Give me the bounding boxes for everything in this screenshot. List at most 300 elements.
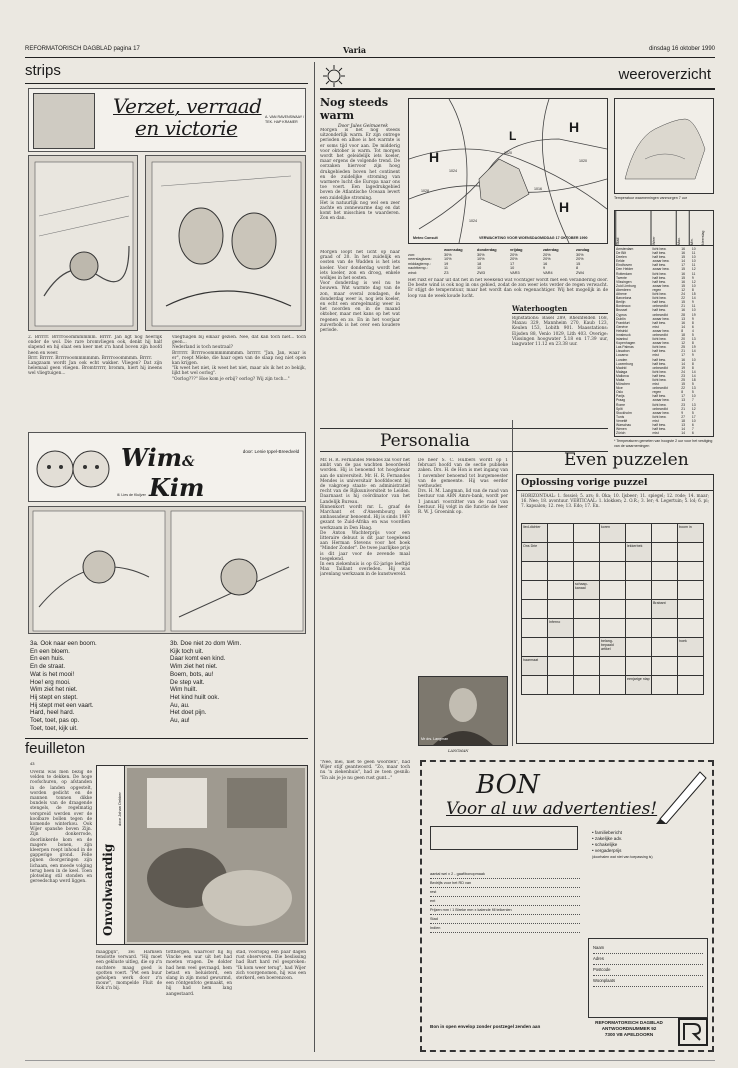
crossword-cell[interactable]: Inferno	[548, 619, 574, 638]
crossword-cell[interactable]	[652, 562, 678, 581]
poem-b-lines	[170, 648, 300, 725]
ww-city: Oslo	[616, 390, 623, 395]
ww-weather: zwaar bew.	[652, 259, 670, 264]
ww-header-max: Max.	[676, 211, 689, 245]
pressure-h-1: H	[429, 149, 440, 165]
crossword-cell[interactable]: lied-dichter	[522, 524, 548, 543]
ww-weather: licht bew.	[652, 369, 667, 374]
ww-weather: licht bew.	[652, 345, 667, 350]
ww-max: 17	[681, 263, 686, 268]
ww-weather: mist	[652, 418, 659, 423]
forecast-cell: 15	[576, 261, 581, 266]
ww-weather: licht bew.	[652, 402, 667, 407]
crossword-cell[interactable]	[626, 638, 652, 657]
ww-max: 16	[681, 308, 686, 313]
crossword-cell[interactable]	[548, 543, 574, 562]
comic1-drawing-right	[146, 156, 307, 332]
ww-city: Venetië	[616, 418, 628, 423]
advert-address-fields	[588, 938, 708, 1018]
comic2-title-banner	[28, 432, 306, 502]
ww-city: Nice	[616, 386, 623, 391]
advert-grid-top	[430, 826, 578, 850]
ww-city: Locarno	[616, 353, 629, 358]
personalia-photo	[418, 676, 508, 746]
ww-header-stad: Stad	[615, 211, 651, 245]
crossword-cell[interactable]	[652, 657, 678, 676]
ww-city: Aberdeen	[616, 287, 631, 292]
worldweather-row	[616, 431, 712, 435]
ww-min: 13	[691, 402, 696, 407]
crossword-cell[interactable]	[548, 638, 574, 657]
ww-weather: half bew.	[652, 251, 666, 256]
ww-max: 25	[681, 345, 686, 350]
comic1-text-c: Langzaam wordt Jan ook echt wakker. Vliegen? Dat zijn helemaal geen vliegen. Bromtrrrrr, bromm, hiert hij ineens wel vliegtuigen...	[28, 361, 162, 377]
puzzle-header-band	[516, 448, 714, 472]
forecast-day-header: vrijdag	[510, 248, 523, 252]
advert-bullet-1: • familiebericht	[592, 830, 622, 835]
ww-city: Rome	[616, 402, 626, 407]
ww-weather: zwaar bew.	[652, 341, 670, 346]
advert-addr3: 7300 VB APELDOORN	[604, 1032, 654, 1037]
ww-max: 9	[681, 410, 684, 415]
ww-weather: mist	[652, 382, 659, 387]
crossword-cell[interactable]	[548, 581, 574, 600]
ww-max: 22	[681, 386, 686, 391]
feuilleton-photo	[96, 765, 308, 945]
crossword-cell[interactable]	[652, 543, 678, 562]
ww-weather: mist	[652, 353, 659, 358]
crossword-row	[522, 581, 704, 600]
ww-min: 18	[691, 378, 696, 382]
crossword-cell[interactable]	[574, 619, 600, 638]
advert-footer: Bon in open envelop zonder postzegel zenden aan	[430, 1024, 541, 1029]
worldweather-headers	[614, 210, 714, 246]
poem-a-line: Hard, heel hard.	[30, 709, 75, 717]
forecast-cell: 20%	[510, 257, 518, 262]
forecast-table	[408, 248, 608, 276]
crossword-row	[522, 524, 704, 543]
ww-max: 19	[681, 365, 686, 370]
worldweather-rows	[614, 246, 714, 437]
poem-a-line: En een huis.	[30, 655, 65, 663]
crossword-cell[interactable]	[678, 657, 704, 676]
crossword-cell[interactable]	[574, 543, 600, 562]
crossword-cell[interactable]	[522, 562, 548, 581]
waterhoogten	[512, 304, 608, 428]
ww-min: 6	[691, 324, 694, 329]
sun-icon	[320, 64, 348, 88]
comic2-credit: door: Lenie Ippel-Breedveld	[242, 449, 300, 454]
forecast-row	[408, 271, 608, 276]
ww-min: 5	[691, 410, 694, 415]
comic1-text-col1	[28, 335, 162, 427]
ww-weather: half bew.	[652, 279, 666, 284]
forecast-cell: 30%	[576, 252, 584, 257]
crossword-cell[interactable]	[678, 581, 704, 600]
advert-bullet-3: • schakelijke	[592, 842, 618, 847]
ww-max: 21	[681, 304, 686, 309]
field-woonplaats[interactable]: Woonplaats	[593, 976, 703, 987]
feuilleton-number: 43	[30, 761, 35, 766]
ww-city: Parijs	[616, 394, 625, 399]
ww-weather: licht bew.	[652, 271, 667, 276]
crossword-cell[interactable]	[652, 581, 678, 600]
ww-min: 6	[691, 431, 694, 436]
ww-min: 11	[691, 304, 696, 309]
field-naam[interactable]: Naam	[593, 943, 703, 954]
comic2-illustrator: ill. Lies de Kluijver	[117, 493, 146, 497]
ww-weather: zwaar bew.	[652, 398, 670, 403]
ww-min: 12	[691, 279, 696, 284]
waterhoogten-text: Rijnstations: Basel 289, Rheinfelden 168, Maxau 329, Mannheim 270, Kaub 123, Keulen 153, Lobith 901. Maasstations: Eijsden 88, Venlo 1029, Lith 403. Overige: Vlissingen hoogwater 5.18 en 17.39 uur, laagwater 11.12 en 23.38 uur.	[512, 316, 608, 348]
ww-city: Eindhoven	[616, 263, 633, 268]
crossword-cell[interactable]	[652, 676, 678, 695]
poem-b-line: Wim ziet het niet.	[170, 663, 218, 671]
ww-max: 24	[681, 292, 686, 297]
ww-min: 9	[691, 300, 694, 305]
poem-b-line: Daar komt een kind.	[170, 655, 226, 663]
ww-max: 20	[681, 337, 686, 342]
personalia-col1	[320, 458, 410, 788]
feuilleton-photo-image	[127, 768, 305, 942]
crossword-cell[interactable]	[522, 600, 548, 619]
ww-min: 14	[691, 296, 696, 301]
map-credit: Meteo Consult	[413, 236, 438, 240]
ww-min: 10	[691, 247, 696, 251]
feuilleton-col2: maagpijn", zei Harksen tenslotte verward. "Hij moet een gekluste uitleg, die op z'n nuchtere maag goed is spotten voert. "Pet een buur geholpen werk door z'n mouw", mompelde Fluit de Kok z'n bij.	[96, 950, 162, 992]
crossword-cell[interactable]	[548, 657, 574, 676]
forecast-text: Het rukt er naar uit dat het in het weekend wat vochtiger wordt met een verandering door. De beste wind is ook nog in ons gebied, zodat de zon weer iets verder de regen verwacht. Er stijgt de temperatuur, maar het wordt dan ook regenachtiger. Wij het mogelijk in de loop van de week koude lucht.	[408, 278, 608, 299]
crossword-cell[interactable]	[574, 638, 600, 657]
comic2-children-drawing	[33, 437, 113, 497]
ww-max: 13	[681, 398, 686, 403]
ww-city: Praag	[616, 398, 626, 403]
crossword-cell[interactable]	[574, 562, 600, 581]
crossword-cell[interactable]	[600, 676, 626, 695]
crossword-cell[interactable]: boom in	[678, 524, 704, 543]
ww-max: 15	[681, 300, 686, 305]
poem-b-line: Wim huilt.	[170, 686, 198, 694]
advert-addr2: ANTWOORDNUMMER 92	[601, 1026, 657, 1031]
isobar-label-1: 1028	[421, 189, 429, 193]
weather-story-col1b	[320, 250, 400, 420]
crossword-cell[interactable]	[626, 562, 652, 581]
comic1-title-line2: en victorie	[135, 116, 238, 140]
ww-min: 7	[691, 427, 694, 432]
forecast-cell: Z3	[444, 270, 449, 275]
crossword-cell[interactable]: eenjarige nlap	[626, 676, 652, 695]
crossword-cell[interactable]	[626, 524, 652, 543]
crossword-row	[522, 657, 704, 676]
advert-form-line-6: Stad	[430, 915, 580, 924]
crossword-cell[interactable]	[574, 600, 600, 619]
poem-b	[170, 640, 300, 725]
ww-min: 9	[691, 275, 694, 280]
ww-city: Zuid Limburg	[616, 283, 636, 288]
masthead-section: Varia	[343, 45, 367, 55]
feuilleton-col3: tottnergen, waarvoor hij bij Vincke een uur uit het had moeten vragen. De dokter had hem veel gevraagd, hem betast en beluisterd, een slang in zijn mond gewurmd, een röntgenfoto gemaakt, en hij had hem lang aangestaard.	[166, 950, 232, 997]
crossword-cell[interactable]	[678, 562, 704, 581]
crossword-cell[interactable]	[652, 619, 678, 638]
forecast-row-label: nachttemp.:	[408, 266, 428, 271]
pressure-h-2: H	[569, 119, 580, 135]
ww-max: 23	[681, 402, 686, 407]
crossword-cell[interactable]: schaap-kanaal	[574, 581, 600, 600]
ww-max: 24	[681, 369, 686, 374]
ww-city: Frankfurt	[616, 320, 630, 325]
forecast-cell: 10	[477, 266, 482, 271]
crossword-cell[interactable]: haarmaat	[522, 657, 548, 676]
crossword-cell[interactable]	[626, 657, 652, 676]
ww-weather: onbewolkt	[652, 365, 668, 370]
ww-max: 21	[681, 349, 686, 354]
poem-a-line: Toet, toet, kijk uit.	[30, 724, 78, 732]
crossword-cell[interactable]	[626, 619, 652, 638]
poem-a-line: Wat is het mooi!	[30, 670, 75, 678]
isobar-label-3: 1020	[504, 151, 512, 155]
field-adres[interactable]: Adres	[593, 954, 703, 965]
puzzle-box	[516, 474, 714, 744]
ww-weather: licht bew.	[652, 337, 667, 342]
ww-weather: half bew.	[652, 394, 666, 399]
worldweather-footnote: * Temperaturen gemeten van hoogste 2 uur voor het vestiging van de waarnemingen	[614, 439, 713, 448]
personalia-text-1d: In een ziekenhuis is op 62-jarige leeftijd Max Taillant overleden. Hij was jarenlang werkzaam in de kunstwereld.	[320, 562, 410, 578]
ww-max: 16	[681, 271, 686, 276]
crossword-cell[interactable]	[626, 600, 652, 619]
ww-min: 15	[691, 292, 696, 297]
personalia-text-2: De heer S. C. Hulbers wordt op 1 februari hoofd van de sectie publieke zaken. Drs. H. de Hon is met ingang van 1 november benoemd tot burgemeester van de gemeente. Hij was eerder wethouder.	[418, 458, 508, 490]
weather-story-text: Morgen is het nog steeds uitzonderlijk warm. Er zijn ontrege perioden en alhoe is het warmte is er soms tijd voor aan. De midderig voor oktober is warm. Tot morgen wordt het geleidelijk iets koeler, maar ergens de volgende trend. De oorzaken hiervoor zijn hoog drukgebieden boven het continent en de zuidelijke stroming van warmere lucht die Europa naar ons toe voert. Een lagedrukgebied boven de Atlantische Oceaan levert een zuidelijke stroming.	[320, 128, 400, 201]
ww-max: 23	[681, 373, 686, 378]
ww-max: 21	[681, 406, 686, 411]
weather-section-header: weeroverzicht	[618, 66, 711, 83]
crossword-cell[interactable]	[652, 524, 678, 543]
pen-icon	[650, 764, 710, 824]
ww-min: 8	[691, 365, 694, 370]
ww-min: 5	[691, 382, 694, 387]
field-postcode[interactable]: Postcode	[593, 965, 703, 976]
weather-header-band	[320, 64, 715, 90]
poem-b-line: Kijk toch uit.	[170, 647, 204, 655]
ww-city: Lissabon	[616, 349, 630, 354]
ww-min: 14	[691, 373, 696, 378]
comic1-text-h: "Oorlog???" Hoe kom je erbij? oorlog? Wij zijn toch..."	[172, 376, 290, 382]
crossword-cell[interactable]	[600, 619, 626, 638]
rd-logo	[678, 1018, 708, 1046]
crossword-cell[interactable]: Ons Drie	[522, 543, 548, 562]
weather-story-text3: Morgen loopt het licht op naar graad of 20. In het zuidelijk en oosten van de Wadden is het iets koeler. Voor donderdag wordt het iets koeler, zon en droog, enkele wolkjes in het oosten.	[320, 250, 400, 282]
advert-addr1: REFORMATORISCH DAGBLAD	[595, 1020, 663, 1025]
ww-min: 12	[691, 406, 696, 411]
ww-city: Tunis	[616, 414, 625, 419]
ww-weather: zwaar bew.	[652, 283, 670, 288]
feuilleton-book-title: Onvolwaardig	[101, 843, 115, 936]
puzzle-grid-wrap	[517, 521, 713, 697]
crossword-cell[interactable]: Brabant	[652, 600, 678, 619]
ww-weather: half bew.	[652, 423, 666, 428]
ww-min: 4	[691, 328, 694, 333]
puzzle-subtitle: Oplossing vorige puzzel	[517, 475, 713, 491]
ww-min: 14	[691, 349, 696, 354]
worldweather-table	[614, 210, 714, 449]
map-caption: VERWACHTING VOOR WOENSDAGMIDDAG 17 OKTOBER 1990	[479, 236, 588, 240]
ww-min: 10	[691, 283, 696, 288]
isobar-label-2: 1024	[449, 169, 457, 173]
ww-min: 12	[691, 267, 696, 272]
comic1-text-b: Brrr. Brrrrr. Brrrrooommmmmm. Brrrrooommmm. Brrrr.	[28, 355, 153, 361]
crossword-grid	[521, 523, 704, 695]
comic1-text-e: Nederland is toch neutraal?	[172, 345, 233, 351]
crossword-cell[interactable]	[678, 676, 704, 695]
crossword-cell[interactable]	[574, 524, 600, 543]
europe-map	[614, 98, 714, 194]
ww-min: 10	[691, 308, 696, 313]
ww-weather: half bew.	[652, 357, 666, 362]
crossword-cell[interactable]	[522, 581, 548, 600]
strips-section-header: strips	[25, 62, 61, 79]
ww-min: 17	[691, 414, 696, 419]
comic1-text-d: vliegtuigen bij elkaar gezien. Nee, dat kan toch niet... toch geen...	[172, 335, 306, 346]
ww-weather: licht bew.	[652, 296, 667, 301]
crossword-cell[interactable]	[522, 619, 548, 638]
ww-max: 14	[681, 259, 686, 264]
ww-city: De Bilt	[616, 251, 626, 256]
crossword-cell[interactable]	[522, 638, 548, 657]
crossword-cell[interactable]	[574, 657, 600, 676]
crossword-cell[interactable]	[600, 600, 626, 619]
forecast-cell: 17	[510, 261, 515, 266]
ww-city: Las Palmas	[616, 345, 634, 350]
advert-bullets	[592, 830, 653, 860]
advert-headline: Voor al uw advertenties!	[446, 799, 658, 819]
crossword-cell[interactable]	[678, 543, 704, 562]
ww-weather: half bew.	[652, 263, 666, 268]
ww-city: Londen	[616, 357, 628, 362]
crossword-cell[interactable]	[678, 619, 704, 638]
ww-min: 19	[691, 312, 696, 317]
crossword-cell[interactable]: hoek	[678, 638, 704, 657]
crossword-cell[interactable]	[626, 581, 652, 600]
crossword-row	[522, 619, 704, 638]
worldweather-legend: Temperatuur waarnemingen vanmorgen 7 uur	[614, 196, 687, 200]
forecast-row-label: wind:	[408, 270, 417, 275]
ww-city: Rotterdam	[616, 271, 632, 276]
advert-form-line-5: Prijzen mm / 1 Bireke mm x kalende fill teikenien	[430, 906, 580, 915]
forecast-day-header: woensdag	[444, 248, 463, 252]
ww-max: 16	[681, 320, 686, 325]
ww-header-neerslag: Neerslag	[701, 230, 706, 245]
comic1-text-col2	[172, 335, 306, 427]
crossword-cell[interactable]	[574, 676, 600, 695]
ww-weather: onbewolkt	[652, 312, 668, 317]
ww-max: 25	[681, 378, 686, 382]
weather-story	[320, 96, 406, 131]
personalia-text-1b: Binnenkort wordt mr. L. graaf de Marchant et d'Ansembourg als ambassadeur benoemd. Hij is sinds 1987 gezant te Zuid-Afrika en was voordien werkzaam in Den Haag.	[320, 504, 410, 531]
weather-story-text4: Voor donderdag is wel nu te bouwen. Wat warmte dag van de zon, maar overal zondagen, de donderdag weer is, nog iets koeler, en echt een onregelmatig weer in het noorden en in de maand oktober, maar met kans op het wat regenen en zo. En in het voorjaar zuiverbolk is het over een koudere periode.	[320, 281, 400, 334]
personalia-photo-sub: LANGMAN	[448, 749, 469, 753]
ww-city: Den Helder	[616, 267, 634, 272]
forecast-cell: 20%	[510, 252, 518, 257]
crossword-cell[interactable]	[600, 543, 626, 562]
ww-max: 15	[681, 283, 686, 288]
ww-city: München	[616, 382, 630, 387]
comic2-panels	[28, 506, 306, 634]
crossword-cell[interactable]: belang-bepaald artikel	[600, 638, 626, 657]
crossword-cell[interactable]: koren	[600, 524, 626, 543]
poem-b-line: Au, au.	[170, 701, 190, 709]
ww-weather: half bew.	[652, 275, 666, 280]
ww-min: 11	[691, 251, 696, 256]
comic1-credit: A. VAN RAVENSWAAY / TEK. HAP KRAMER	[265, 115, 305, 124]
ww-city: Bordeaux	[616, 304, 631, 309]
comic1-title-banner	[28, 88, 306, 152]
crossword-cell[interactable]	[548, 524, 574, 543]
ww-weather: mist	[652, 431, 659, 436]
ww-min: 10	[691, 255, 696, 260]
advert-coupon	[420, 760, 714, 1052]
crossword-cell[interactable]	[600, 581, 626, 600]
poem-b-line: De step valt.	[170, 678, 205, 686]
comic2-title-wim: Wim	[121, 443, 183, 472]
ww-max: 17	[681, 394, 686, 399]
comic2-drawing	[29, 507, 307, 635]
ww-weather: half bew.	[652, 361, 666, 366]
crossword-cell[interactable]: lekkerbek	[626, 543, 652, 562]
ww-city: Deelen	[616, 255, 627, 260]
ww-weather: half bew.	[652, 427, 666, 432]
feuilleton-text4: stad, voorlopig een paar dagen rust observeren. Die beslissing had Bart hard rel gesproken: "Ik kom weer terug", had Wijer zich voorgenomen, hij was een sterkerd, een boerenzoon.	[236, 950, 306, 982]
ww-min: 10	[691, 418, 696, 423]
ww-min: 7	[691, 398, 694, 403]
ww-city: Brussel	[616, 308, 628, 313]
crossword-cell[interactable]	[678, 600, 704, 619]
forecast-day-header: donderdag	[477, 248, 497, 252]
comic1-title	[113, 95, 262, 139]
ww-min: 8	[691, 341, 694, 346]
comic1-portrait	[33, 93, 95, 149]
poem-b-line: Het doet pijn.	[170, 709, 207, 717]
isobar-label-4: 1016	[534, 187, 542, 191]
ww-max: 28	[681, 312, 686, 317]
ww-max: 16	[681, 357, 686, 362]
crossword-cell[interactable]	[600, 562, 626, 581]
advert-form-line-2: Bedrijfs voor het RD van	[430, 879, 580, 888]
crossword-cell[interactable]	[548, 562, 574, 581]
personalia-text-1c: De Anton Wachterprijs voor een litteraire debuut is dit jaar toegekend aan Herman Stevens voor het boek "Minder Zonder". De twee jaarlijkse prijs is dit jaar voor de zevende maal toegekend.	[320, 530, 410, 562]
ww-city: Helsinki	[616, 328, 628, 333]
advert-form-line-7: Indien	[430, 924, 580, 933]
forecast-cell: ZW3	[477, 270, 486, 275]
waterhoogten-title: Waterhoogten	[512, 304, 608, 314]
crossword-cell[interactable]	[600, 657, 626, 676]
crossword-cell[interactable]	[548, 676, 574, 695]
advert-bullet-2: • zakelijke adv.	[592, 836, 623, 841]
isobar-label-5: 1020	[579, 159, 587, 163]
forecast-cell: 20%	[543, 252, 551, 257]
comic1-drawing-left	[29, 156, 139, 332]
feuilleton-col5: "Nee, mei, niet te geen woorden", had Wijer stijf geantwoord. "Zo, maar toch nu 'n ziekenhuis", had ze toen gesnik: "En als je je nu geen rust gunt..."	[320, 760, 410, 781]
forecast-cell: 8	[576, 266, 579, 271]
ww-city: Madrid	[616, 365, 627, 370]
advert-form-line-1: aantal wei x 2 - gaaf/bonopmaak	[430, 870, 580, 879]
ww-weather: licht bew.	[652, 414, 667, 419]
crossword-cell[interactable]	[522, 676, 548, 695]
crossword-cell[interactable]	[548, 600, 574, 619]
forecast-cell: 10	[510, 266, 515, 271]
weather-story-byline: Door Jules Geimaerek	[337, 124, 388, 129]
crossword-cell[interactable]	[652, 638, 678, 657]
column-divider-1	[314, 62, 315, 1052]
